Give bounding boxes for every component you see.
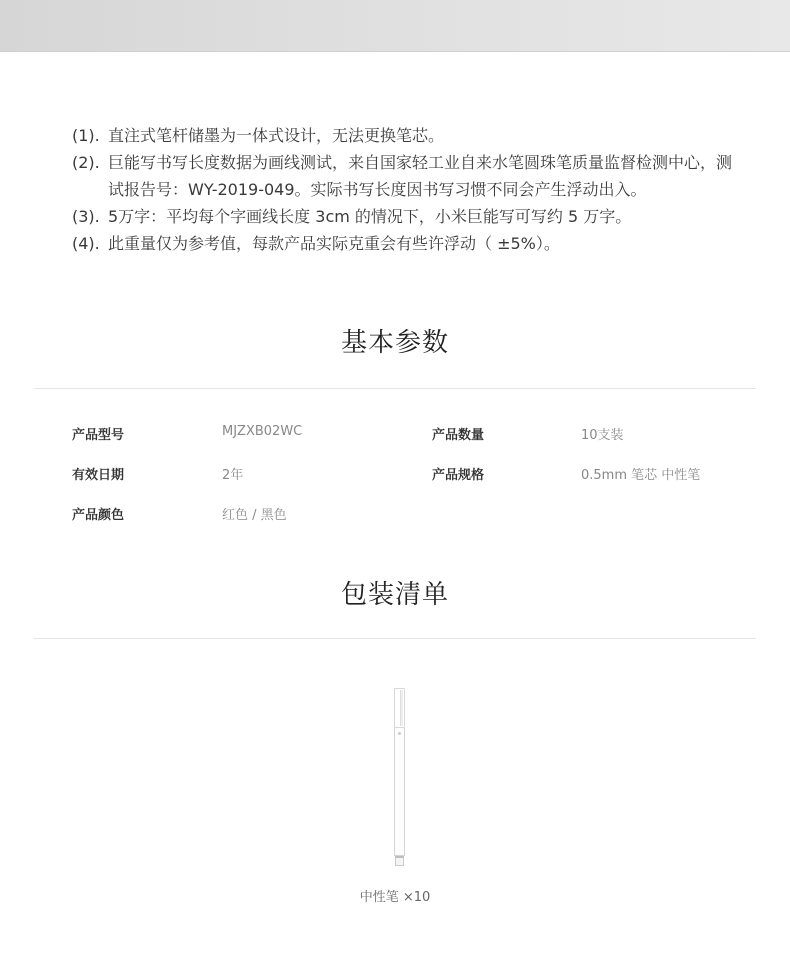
param-value: 0.5mm 笔芯 中性笔	[581, 468, 701, 483]
note-item	[72, 122, 742, 149]
note-number: (3).	[72, 207, 100, 226]
note-text: 此重量仅为参考值，每款产品实际克重会有些许浮动（ ±5%）。	[108, 234, 560, 253]
top-banner	[0, 0, 790, 52]
section-divider	[34, 638, 756, 639]
param-value: 10支装	[581, 428, 624, 443]
pen-image	[392, 688, 408, 872]
package-caption: 中性笔 ×10	[359, 890, 431, 905]
param-label: 产品规格	[432, 468, 485, 483]
params-section-title: 基本参数	[340, 328, 449, 358]
param-value: MJZXB02WC	[222, 424, 303, 439]
note-number: (2).	[72, 153, 100, 172]
param-row	[72, 424, 752, 464]
pen-tip	[395, 856, 404, 866]
note-text: 直注式笔杆储墨为一体式设计，无法更换笔芯。	[108, 126, 445, 145]
notes-list	[72, 122, 742, 257]
note-item	[72, 230, 742, 257]
section-divider	[34, 388, 756, 389]
param-value: 2年	[222, 468, 244, 483]
pen-clip	[400, 690, 403, 726]
param-label: 产品颜色	[72, 508, 125, 523]
param-row	[72, 464, 752, 504]
note-text: 5万字：平均每个字画线长度 3cm 的情况下，小米巨能写可写约 5 万字。	[108, 207, 632, 226]
package-section-title: 包装清单	[340, 580, 449, 610]
note-number: (4).	[72, 234, 100, 253]
param-row	[72, 504, 752, 544]
note-item	[72, 149, 742, 203]
param-label: 产品型号	[72, 428, 125, 443]
pen-mark	[398, 732, 401, 735]
param-value: 红色 / 黑色	[222, 508, 287, 523]
params-table	[72, 424, 752, 544]
note-text: 巨能写书写长度数据为画线测试，来自国家轻工业自来水笔圆珠笔质量监督检测中心，测试报告号：WY-2019-049。实际书写长度因书写习惯不同会产生浮动出入。	[108, 153, 733, 199]
pen-body	[394, 728, 405, 856]
param-label: 产品数量	[432, 428, 485, 443]
note-number: (1).	[72, 126, 100, 145]
param-label: 有效日期	[72, 468, 125, 483]
note-item	[72, 203, 742, 230]
